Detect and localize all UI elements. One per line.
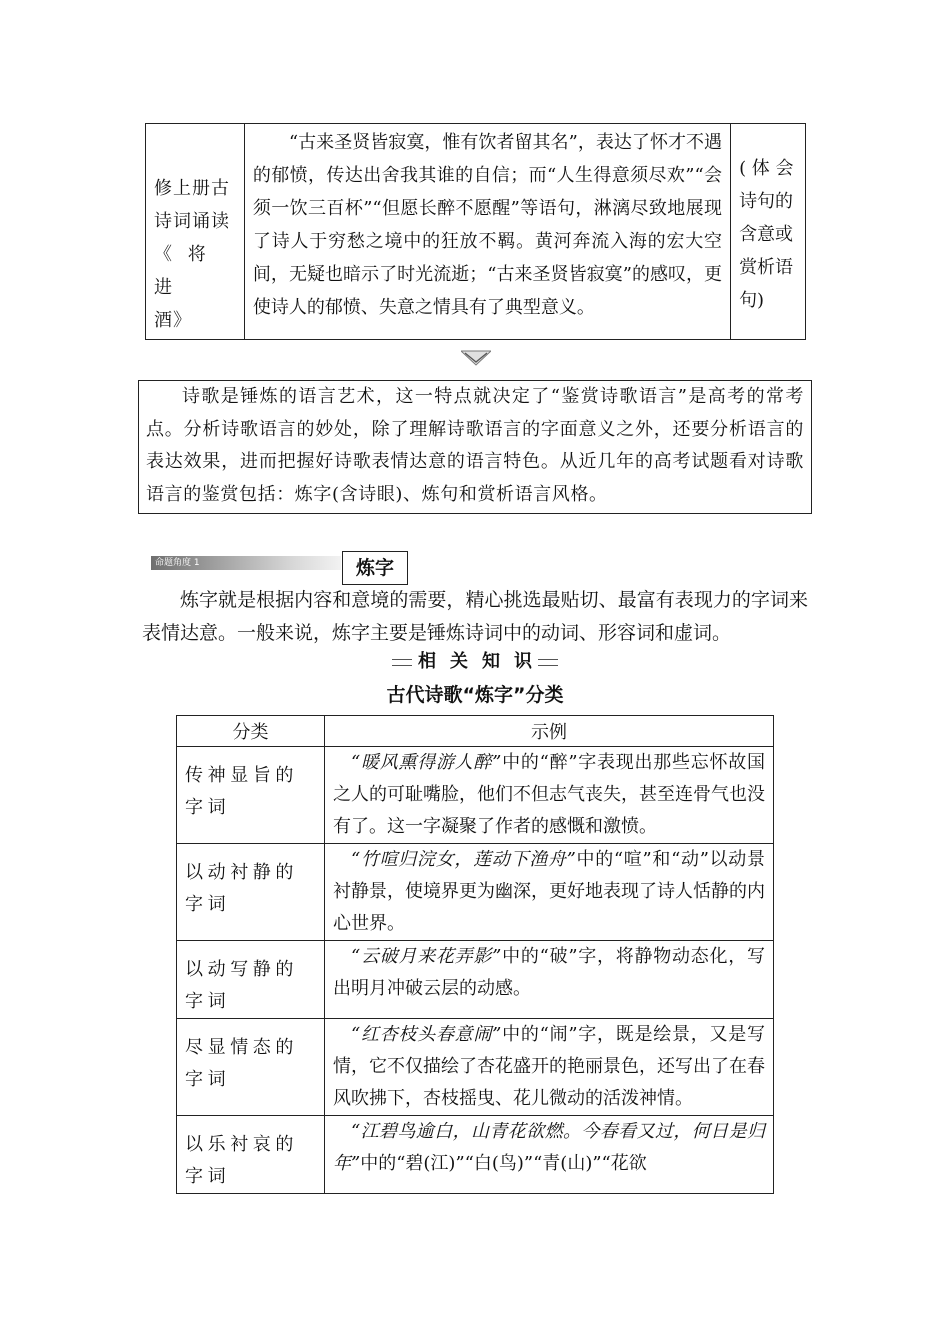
category-cell: 传神显旨的字词	[177, 747, 325, 844]
example-cell	[325, 1019, 774, 1116]
knowledge-heading-text: 相关知识	[418, 651, 546, 672]
example-cell	[325, 844, 774, 941]
table-title: 古代诗歌“炼字”分类	[386, 684, 564, 706]
classification-table	[176, 715, 774, 1194]
intro-box: 诗歌是锤炼的语言艺术，这一特点就决定了“鉴赏诗歌语言”是高考的常考点。分析诗歌语言的妙处，除了理解诗歌语言的字面意义之外，还要分析语言的表达效果，进而把握好诗歌表情达意的语言特色。从近几年的高考试题看对诗歌语言的鉴赏包括：炼字(含诗眼)、炼句和赏析语言风格。	[138, 380, 812, 514]
example-text: 中的“碧(江)”“白(鸟)”“青(山)”“花欲	[360, 1153, 647, 1174]
table-row	[177, 844, 774, 941]
table-row	[177, 1116, 774, 1194]
example-text: 中的“破”字，将静物动态化，写出明月冲破云层的动感。	[333, 946, 766, 999]
poem-quote: “云破月来花弄影”	[351, 946, 502, 967]
left-double-dash	[392, 659, 412, 666]
tag-line: 句)	[739, 290, 765, 311]
source-cell	[146, 124, 245, 340]
source-line: 诗词诵读	[154, 211, 230, 232]
table-row	[177, 941, 774, 1019]
column-header: 分类	[177, 716, 325, 747]
example-cell	[325, 1116, 774, 1194]
poem-quote: “竹喧归浣女，莲动下渔舟”	[351, 849, 576, 870]
body-paragraph: 炼字就是根据内容和意境的需要，精心挑选最贴切、最富有表现力的字词来表情达意。一般来说，炼字主要是锤炼诗词中的动词、形容词和虚词。	[142, 589, 808, 644]
poem-quote: “江碧鸟逾白，山青花欲燃。今春看又过，何日是归年”	[333, 1121, 765, 1174]
down-chevron-icon	[461, 350, 491, 366]
tag-line: 赏析语	[739, 257, 794, 278]
right-double-dash	[538, 659, 558, 666]
tag-cell	[731, 124, 806, 340]
top-table	[145, 123, 806, 340]
source-line: 《 将 进	[154, 244, 211, 298]
table-row	[177, 747, 774, 844]
tag-line: 诗句的	[739, 191, 794, 212]
category-cell: 以动写静的字词	[177, 941, 325, 1019]
tag-line: ( 体 会	[739, 158, 794, 179]
analysis-cell: “古来圣贤皆寂寞，惟有饮者留其名”，表达了怀才不遇的郁愤，传达出舍我其谁的自信；而“人生得意须尽欢”“会须一饮三百杯”“但愿长醉不愿醒”等语句，淋漓尽致地展现了诗人于穷愁之境中的狂放不羁。黄河奔流入海的宏大空间，无疑也暗示了时光流逝；“古来圣贤皆寂寞”的感叹，更使诗人的郁愤、失意之情具有了典型意义。	[244, 124, 730, 340]
example-text: 中的“喧”和“动”以动景衬静景，使境界更为幽深，更好地表现了诗人恬静的内心世界。	[333, 849, 765, 934]
poem-quote: “红杏枝头春意闹”	[351, 1024, 502, 1045]
section-badge: 命题角度 1	[151, 556, 341, 570]
table-header-row	[177, 716, 774, 747]
poem-quote: “暖风熏得游人醉”	[351, 752, 502, 773]
example-cell	[325, 747, 774, 844]
source-line: 修上册古	[154, 178, 230, 199]
knowledge-heading	[380, 650, 570, 674]
table-row	[177, 1019, 774, 1116]
category-cell: 以乐衬哀的字词	[177, 1116, 325, 1194]
example-text: 中的“醉”字表现出那些忘怀故国之人的可耻嘴脸，他们不但志气丧失，甚至连骨气也没有了。这一字凝聚了作者的感慨和激愤。	[333, 752, 766, 837]
example-cell	[325, 941, 774, 1019]
column-header: 示例	[325, 716, 774, 747]
section-title: 炼字	[342, 551, 408, 585]
tag-line: 含意或	[739, 224, 794, 245]
table-row	[146, 124, 806, 340]
category-cell: 以动衬静的字词	[177, 844, 325, 941]
section-header	[146, 551, 408, 584]
example-text: 中的“闹”字，既是绘景，又是写情，它不仅描绘了杏花盛开的艳丽景色，还写出了在春风吹拂下，杏枝摇曳、花儿微动的活泼神情。	[333, 1024, 766, 1109]
category-cell: 尽显情态的字词	[177, 1019, 325, 1116]
source-line: 酒》	[154, 310, 192, 331]
